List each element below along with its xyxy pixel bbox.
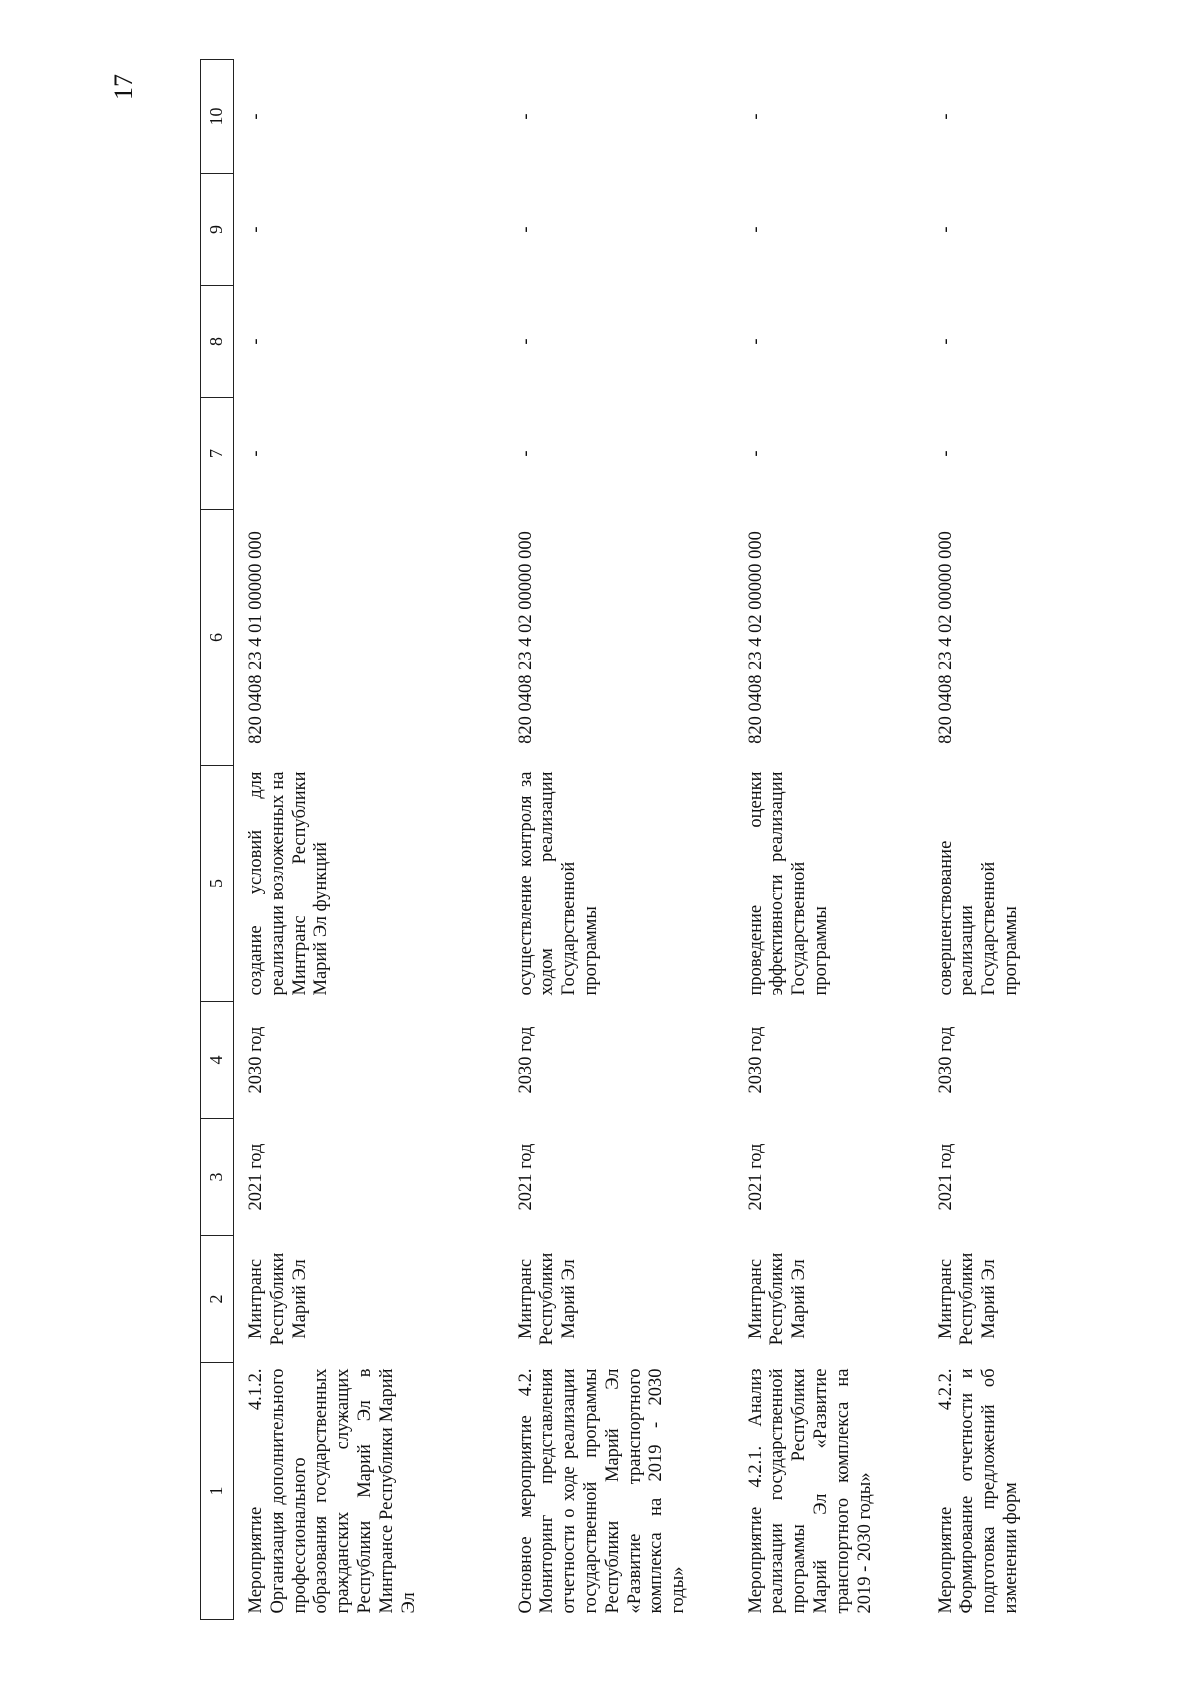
expected-result: совершенствование реализации Государственной программы bbox=[935, 840, 1021, 996]
col-header-8: 8 bbox=[201, 286, 234, 398]
value-10: - bbox=[246, 113, 266, 120]
responsible: Минтранс Республики Марий Эл bbox=[246, 1252, 310, 1346]
table-row bbox=[734, 60, 924, 1620]
value-8: - bbox=[246, 338, 266, 345]
end-year: 2030 год bbox=[515, 1026, 536, 1094]
col-header-1: 1 bbox=[201, 1363, 234, 1620]
value-9: - bbox=[935, 226, 956, 233]
value-9: - bbox=[745, 226, 766, 233]
responsible: Минтранс Республики Марий Эл bbox=[935, 1252, 1000, 1346]
col-header-5: 5 bbox=[201, 766, 234, 1002]
value-7: - bbox=[935, 450, 956, 457]
table-row bbox=[234, 60, 504, 1620]
value-7: - bbox=[745, 450, 766, 457]
value-10: - bbox=[515, 113, 536, 120]
value-8: - bbox=[745, 338, 766, 345]
program-table bbox=[200, 59, 1045, 1620]
budget-code: 820 0408 23 4 02 00000 000 bbox=[515, 531, 536, 744]
value-7: - bbox=[246, 450, 266, 457]
table-row bbox=[504, 60, 734, 1620]
start-year: 2021 год bbox=[515, 1143, 536, 1211]
page-number: 17 bbox=[109, 74, 138, 100]
start-year: 2021 год bbox=[246, 1143, 266, 1211]
col-header-4: 4 bbox=[201, 1002, 234, 1119]
expected-result: создание условий для реализации возложенных на Минтранс Республики Марий Эл функций bbox=[246, 771, 332, 996]
budget-code: 820 0408 23 4 02 00000 000 bbox=[745, 531, 766, 744]
table-row bbox=[924, 60, 1045, 1620]
col-header-6: 6 bbox=[201, 510, 234, 766]
event-name: Мероприятие 4.2.2. Формирование отчетности и подготовка предложений об изменении форм bbox=[935, 1368, 1021, 1614]
value-10: - bbox=[745, 113, 766, 120]
event-name: Мероприятие 4.2.1. Анализ реализации государственной программы Республики Марий Эл «Развитие транспортного комплекса на 2019 - 2030 годы» bbox=[745, 1368, 875, 1614]
budget-code: 820 0408 23 4 02 00000 000 bbox=[935, 531, 956, 744]
col-header-7: 7 bbox=[201, 398, 234, 510]
value-8: - bbox=[935, 338, 956, 345]
expected-result: осуществление контроля за ходом реализации Государственной программы bbox=[515, 771, 601, 996]
event-name: Мероприятие 4.1.2. Организация дополнительного профессионального образования государственных гражданских служащих Республики Марий Эл в Минтрансе Республики Марий Эл bbox=[246, 1368, 419, 1614]
start-year: 2021 год bbox=[745, 1143, 766, 1211]
end-year: 2030 год bbox=[935, 1026, 956, 1094]
budget-code: 820 0408 23 4 01 00000 000 bbox=[246, 531, 266, 744]
col-header-10: 10 bbox=[201, 60, 234, 174]
col-header-2: 2 bbox=[201, 1236, 234, 1363]
value-7: - bbox=[515, 450, 536, 457]
responsible: Минтранс Республики Марий Эл bbox=[745, 1252, 810, 1346]
end-year: 2030 год bbox=[745, 1026, 766, 1094]
rotated-page bbox=[200, 60, 1021, 1620]
expected-result: проведение оценки эффективности реализации Государственной программы bbox=[745, 771, 831, 996]
value-9: - bbox=[515, 226, 536, 233]
col-header-9: 9 bbox=[201, 174, 234, 286]
responsible: Минтранс Республики Марий Эл bbox=[515, 1252, 580, 1346]
value-9: - bbox=[246, 226, 266, 233]
header-row bbox=[201, 60, 234, 1620]
end-year: 2030 год bbox=[246, 1026, 266, 1094]
value-8: - bbox=[515, 338, 536, 345]
value-10: - bbox=[935, 113, 956, 120]
start-year: 2021 год bbox=[935, 1143, 956, 1211]
col-header-3: 3 bbox=[201, 1119, 234, 1236]
event-name: Основное мероприятие 4.2. Мониторинг представления отчетности о ходе реализации государственной программы Республики Марий Эл «Развитие транспортного комплекса на 2019 - 2030 годы» bbox=[515, 1368, 689, 1614]
